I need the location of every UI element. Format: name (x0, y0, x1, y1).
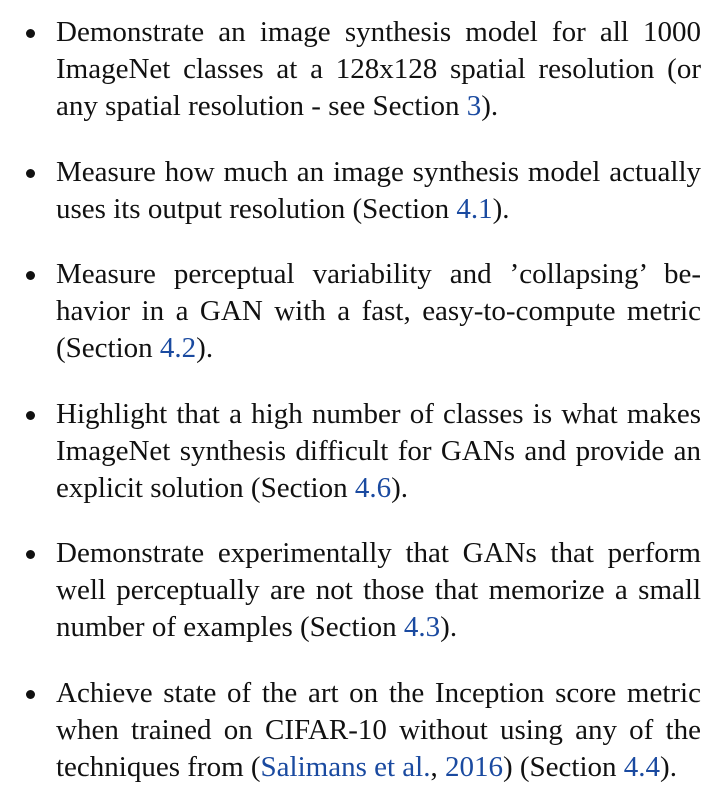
contributions-bullet-list (0, 14, 722, 786)
bullet-item (0, 14, 701, 125)
bullet-text (56, 535, 701, 646)
text-segment: Measure perceptual variability and ’collapsing’ be-havior in a GAN with a fast, easy-to-compute metric (Section (56, 258, 701, 364)
citation-salimans-link[interactable]: Salimans et al. (260, 750, 431, 783)
bullet-text (56, 154, 701, 228)
bullet-point-icon (26, 550, 35, 559)
text-segment: ). (492, 192, 510, 225)
bullet-item (0, 396, 701, 507)
text-segment: ). (196, 332, 214, 364)
bullet-text (56, 14, 701, 125)
text-segment: ) (Section (502, 750, 624, 783)
bullet-point-icon (26, 29, 35, 38)
bullet-text (56, 396, 701, 507)
section-4-2-link[interactable]: 4.2 (159, 332, 197, 364)
text-segment: Highlight that a high number of classes is what makes ImageNet synthesis difficult for GANs and provide an explicit solution (Section (56, 397, 701, 504)
text-segment: Measure how much an image synthesis model actually uses its output resolution (Section (56, 155, 701, 225)
text-segment: ). (440, 611, 458, 643)
bullet-point-icon (26, 169, 35, 178)
text-segment: Demonstrate experimentally that GANs that perform well perceptually are not those that memorize a small number of examples (Section (56, 537, 701, 643)
bullet-point-icon (26, 271, 35, 280)
text-segment: , (430, 750, 445, 783)
section-4-4-link[interactable]: 4.4 (623, 750, 661, 783)
bullet-point-icon (26, 411, 35, 420)
bullet-point-icon (26, 690, 35, 699)
text-segment: ). (481, 90, 499, 122)
section-4-1-link[interactable]: 4.1 (456, 192, 493, 225)
section-4-6-link[interactable]: 4.6 (354, 471, 392, 504)
text-segment: Demonstrate an image synthesis model for all 1000 ImageNet classes at a 128x128 spatial resolution (or any spatial resolution - see Section (56, 16, 701, 122)
text-segment: ). (660, 750, 677, 783)
bullet-text (56, 675, 701, 786)
text-segment: Achieve state of the art on the Inception score metric when trained on CIFAR-10 without using any of the techniques from ( (56, 676, 701, 783)
section-3-link[interactable]: 3 (466, 90, 482, 122)
bullet-item (0, 535, 701, 646)
text-segment: ). (391, 471, 408, 504)
bullet-item (0, 256, 701, 367)
citation-year-2016-link[interactable]: 2016 (444, 750, 503, 783)
bullet-item (0, 675, 701, 786)
bullet-text (56, 256, 701, 367)
bullet-item (0, 154, 701, 228)
section-4-3-link[interactable]: 4.3 (403, 611, 441, 643)
